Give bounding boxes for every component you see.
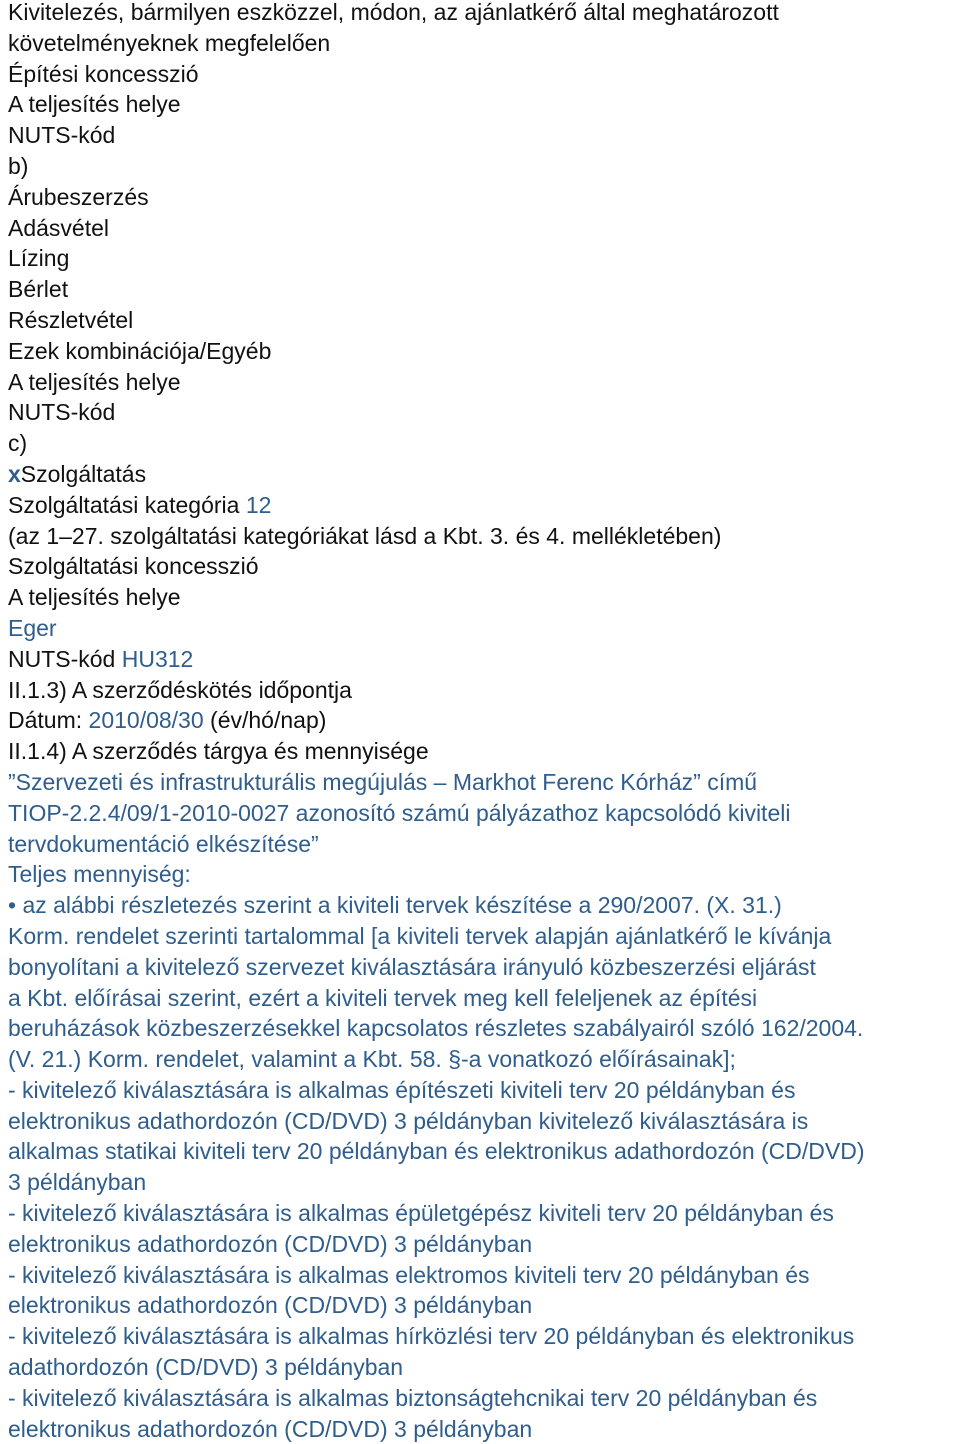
quantity-line: a Kbt. előírásai szerint, ezért a kiviteli tervek meg kell feleljenek az építési: [8, 984, 758, 1011]
quantity-line: elektronikus adathordozón (CD/DVD) 3 példányban: [8, 1292, 533, 1319]
quantity-line: - kivitelező kiválasztására is alkalmas épületgépész kiviteli terv 20 példányban és: [8, 1200, 834, 1227]
nuts-value: HU312: [121, 645, 194, 672]
nuts-line: [8, 644, 960, 675]
service-line: [8, 459, 960, 490]
date-label: Dátum:: [8, 707, 83, 734]
quantity-line: bonyolítani a kivitelező szervezet kiválasztására irányuló közbeszerzési eljárást: [8, 953, 816, 980]
text-line: b): [8, 152, 29, 179]
subject-line: ”Szervezeti és infrastrukturális megújulás – Markhot Ferenc Kórház” című: [8, 768, 758, 795]
quantity-line: - kivitelező kiválasztására is alkalmas biztonságtehcnikai terv 20 példányban és: [8, 1384, 818, 1411]
quantity-line: elektronikus adathordozón (CD/DVD) 3 példányban kivitelező kiválasztására is: [8, 1107, 809, 1134]
text-line: Részletvétel: [8, 306, 134, 333]
date-format: (év/hó/nap): [210, 707, 327, 734]
date-line: [8, 705, 960, 736]
quantity-line: 3 példányban: [8, 1169, 147, 1196]
category-value: 12: [245, 491, 272, 518]
checkbox-mark: x: [8, 460, 21, 487]
quantity-line: elektronikus adathordozón (CD/DVD) 3 példányban: [8, 1230, 533, 1257]
text-line: Építési koncesszió: [8, 60, 199, 87]
text-line: Adásvétel: [8, 214, 110, 241]
service-concession: Szolgáltatási koncesszió: [8, 553, 259, 580]
section-heading: II.1.3) A szerződéskötés időpontja: [8, 676, 352, 703]
nuts-label: NUTS-kód: [8, 645, 116, 672]
subject-line: tervdokumentáció elkészítése”: [8, 830, 319, 857]
text-line: c): [8, 430, 28, 457]
category-note: (az 1–27. szolgáltatási kategóriákat lásd a Kbt. 3. és 4. mellékletében): [8, 522, 722, 549]
text-line: NUTS-kód: [8, 122, 116, 149]
quantity-line: - kivitelező kiválasztására is alkalmas elektromos kiviteli terv 20 példányban és: [8, 1261, 810, 1288]
text-line: NUTS-kód: [8, 399, 116, 426]
quantity-line: beruházások közbeszerzésekkel kapcsolatos részletes szabályairól szóló 162/2004.: [8, 1015, 864, 1042]
text-line: A teljesítés helye: [8, 91, 181, 118]
category-label: Szolgáltatási kategória: [8, 491, 240, 518]
text-line: A teljesítés helye: [8, 368, 181, 395]
quantity-line: • az alábbi részletezés szerint a kiviteli tervek készítése a 290/2007. (X. 31.): [8, 892, 782, 919]
service-label: Szolgáltatás: [20, 460, 147, 487]
quantity-line: - kivitelező kiválasztására is alkalmas hírközlési terv 20 példányban és elektronikus: [8, 1323, 855, 1350]
text-line: Kivitelezés, bármilyen eszközzel, módon, az ajánlatkérő által meghatározott: [8, 0, 779, 25]
place-label: A teljesítés helye: [8, 584, 181, 611]
category-line: [8, 490, 960, 521]
quantity-line: alkalmas statikai kiviteli terv 20 példányban és elektronikus adathordozón (CD/DVD): [8, 1138, 865, 1165]
text-line: Bérlet: [8, 276, 69, 303]
subject-line: TIOP-2.2.4/09/1-2010-0027 azonosító számú pályázathoz kapcsolódó kiviteli: [8, 799, 791, 826]
quantity-line: elektronikus adathordozón (CD/DVD) 3 példányban: [8, 1415, 533, 1442]
quantity-line: adathordozón (CD/DVD) 3 példányban: [8, 1354, 404, 1381]
place-value: Eger: [8, 614, 57, 641]
text-line: Árubeszerzés: [8, 183, 149, 210]
text-line: Ezek kombinációja/Egyéb: [8, 337, 272, 364]
text-line: Lízing: [8, 245, 70, 272]
section-heading: II.1.4) A szerződés tárgya és mennyisége: [8, 738, 429, 765]
quantity-line: (V. 21.) Korm. rendelet, valamint a Kbt. 58. §-a vonatkozó előírásainak];: [8, 1046, 736, 1073]
quantity-line: - kivitelező kiválasztására is alkalmas építészeti kiviteli terv 20 példányban és: [8, 1076, 796, 1103]
quantity-line: Korm. rendelet szerinti tartalommal [a kiviteli tervek alapján ajánlatkérő le kívánja: [8, 922, 832, 949]
date-value: 2010/08/30: [88, 707, 204, 734]
text-line: követelményeknek megfelelően: [8, 29, 331, 56]
quantity-label: Teljes mennyiség:: [8, 861, 191, 888]
